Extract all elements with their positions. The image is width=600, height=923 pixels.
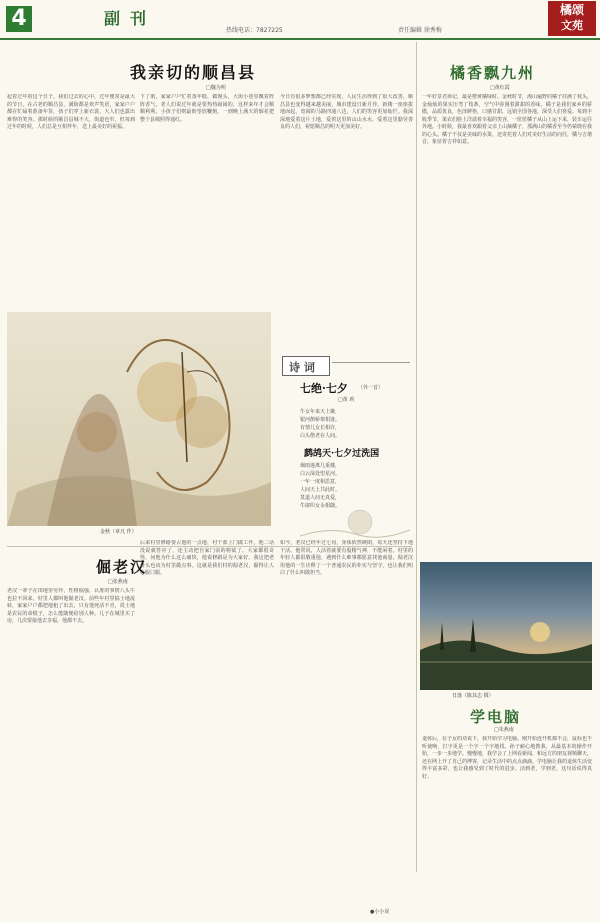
main-article-byline: □魏为明 [206, 85, 226, 91]
main-article-title: 我亲切的顺昌县 [130, 63, 257, 82]
computer-article-byline: □朱燕南 [494, 727, 514, 733]
right-article-text: 一年好景君须记，最是橙黄橘绿时。金秋时节，漫山遍野的橘子挂满了枝头，金灿灿的果实压弯了枝条，空气中弥漫着甜甜的香味。橘子是我们家乡的骄傲，品质优良，色泽鲜艳，口感甘甜，远销全国各地，深受人们喜爱。每到丰收季节，果农们脸上洋溢着幸福的笑容，一筐筐橘子从山上运下来，装车运往外地。小时候，我最喜欢跟着父亲上山摘橘子，那满山的橘香至今仍萦绕在我的心头。橘子不仅是美味的水果，还寄托着人们对美好生活的向往，橘与吉谐音，象征着吉祥如意。 [422, 94, 592, 145]
poem1-line: 银河鹊桥架相逢。 [300, 417, 341, 423]
main-article-col2: 下了雨，家家户户忙着蒸年糕，做馒头，大街小巷里飘着阵阵香气，老人们说过年就是要热热闹闹的，这样来年才会顺顺利利。小孩子们则最盼望放鞭炮，一到晚上满天的烟花把整个县城照得通红。 [140, 94, 274, 123]
poem1-author: □黄 莉 [338, 397, 355, 403]
poem-tag [282, 356, 330, 376]
painting-autumn [7, 312, 271, 526]
column-divider [416, 42, 417, 872]
computer-article-title: 学电脑 [470, 708, 522, 726]
right-article-byline: □黄红霞 [490, 85, 510, 91]
footer-credit: ●小小说 [370, 909, 390, 915]
page-number: 4 [6, 6, 32, 32]
bottom-article-col2: 后来村里修路要占他的一点地，村干部上门做工作，他二话没说就答应了，还主动把自家门前的树砍了。大家都很奇怪，问他为什么这么痛快，他说修路是为大家好，我这把老骨头也该为村里做点事。这就是我们村的倔老汉，倔得让人心服口服。 [140, 540, 274, 576]
painting-autumn-caption: 金秋（章凡 作） [100, 529, 137, 535]
poem2-line: 烟雨迷离几重楼， [300, 463, 341, 469]
poem2-line: 莫道人间无真爱， [300, 495, 341, 501]
poem1-line: 有情儿女长相许， [300, 425, 341, 431]
poem1-title: 七绝·七夕 [300, 382, 348, 395]
computer-article-text: 退休后，在子女的劝说下，我开始学习电脑。刚开始连开机都不会，鼠标也不听使唤，打字更是一个字一个字地找。孙子耐心地教我，从最基本的操作开始，一步一步地学。慢慢地，我学会了上网看新闻，和远方的朋友视频聊天，还在网上开了自己的博客，记录生活中的点点滴滴。学电脑让我的退休生活变得丰富多彩，也让我感受到了时代的进步。活到老，学到老，这句话说得真好。 [422, 736, 592, 780]
page-header [0, 0, 600, 40]
hotline: 热线电话：7827225 [226, 27, 283, 34]
poem2-line: 一年一度相思意， [300, 479, 341, 485]
bottom-article-byline: □张燕南 [108, 579, 128, 585]
main-article-col1: 起着过年的这个日子，我们过去的心中，过年便常是最大的节日，在古老的顺昌县，满街都是欢声笑语，家家户户都在忙碌着准备年货，孩子们穿上新衣裳，大人们也露出难得的笑容。那时候的顺昌县城不大，街道也窄，但每到过年的时候，人们总是互相拜年，送上最美好的祝福。 [7, 94, 135, 130]
poem-decoration [332, 362, 410, 363]
moon-illustration [300, 500, 410, 540]
section-name: 副刊 [104, 9, 157, 28]
bottom-article-title: 倔老汉 [96, 558, 148, 576]
poem-tag-label: 诗 词 [289, 361, 315, 374]
poem2-line: 牛郎织女永相随。 [300, 503, 341, 509]
brand-top: 橘颂 [559, 3, 584, 17]
poem2-line: 白云深处望星河。 [300, 471, 341, 477]
photo-sunset-caption: 日落（陈其志 摄） [452, 693, 494, 699]
brand-logo [548, 1, 596, 36]
poem2-title: 鹧鸪天·七夕过洗国 [304, 449, 380, 459]
poem2-line: 人间天上共此时。 [300, 487, 341, 493]
poem1-line: 白头偕老在人间。 [300, 433, 341, 439]
right-article-title: 橘香飘九州 [450, 64, 536, 82]
bottom-article-col3: 如今，老汉已经年过七旬，身体依然硬朗，每天还坚持下地干活。他常说，人活着就要有股精气神，不能闲着。村里的年轻人都很敬重他，遇到什么难事都愿意找他商量。倔老汉用他的一生诠释了一个普通农民的朴实与坚守，也让我们明白了什么叫做担当。 [280, 540, 413, 576]
main-article-col3: 今日有很多梦想都已经实现，人民生活得到了很大改善，顺昌县也变得越来越美丽，城市建设日新月异，新楼一座座拔地而起，宽阔的马路四通八达，人们的笑容更加灿烂。我深深地爱着这片土地，爱着这里的山山水水，爱着这里勤劳善良的人们，祝愿顺昌的明天更加美好。 [280, 94, 413, 130]
photo-sunset-art [420, 562, 592, 690]
editor-name: 责任编辑 徐秀梅 [398, 27, 442, 34]
poem1-subtitle: （外一首） [358, 385, 384, 391]
poem1-line: 牛女年来天上聚， [300, 409, 341, 415]
photo-sunset [420, 562, 592, 690]
brand-bottom: 文苑 [561, 19, 583, 32]
bottom-article-col1: 老汉一辈子在田地里劳作，性格倔强，认准的事情八头牛也拉不回来。村里人都叫他倔老汉。前些年村里搞土地流转，家家户户都把地租了出去，只有他死活不肯，说土地是农民的命根子，怎么能随便给别人种。儿子在城里买了房，几次要接他去享福，他都不去。 [7, 588, 135, 624]
painting-autumn-art [7, 312, 271, 526]
